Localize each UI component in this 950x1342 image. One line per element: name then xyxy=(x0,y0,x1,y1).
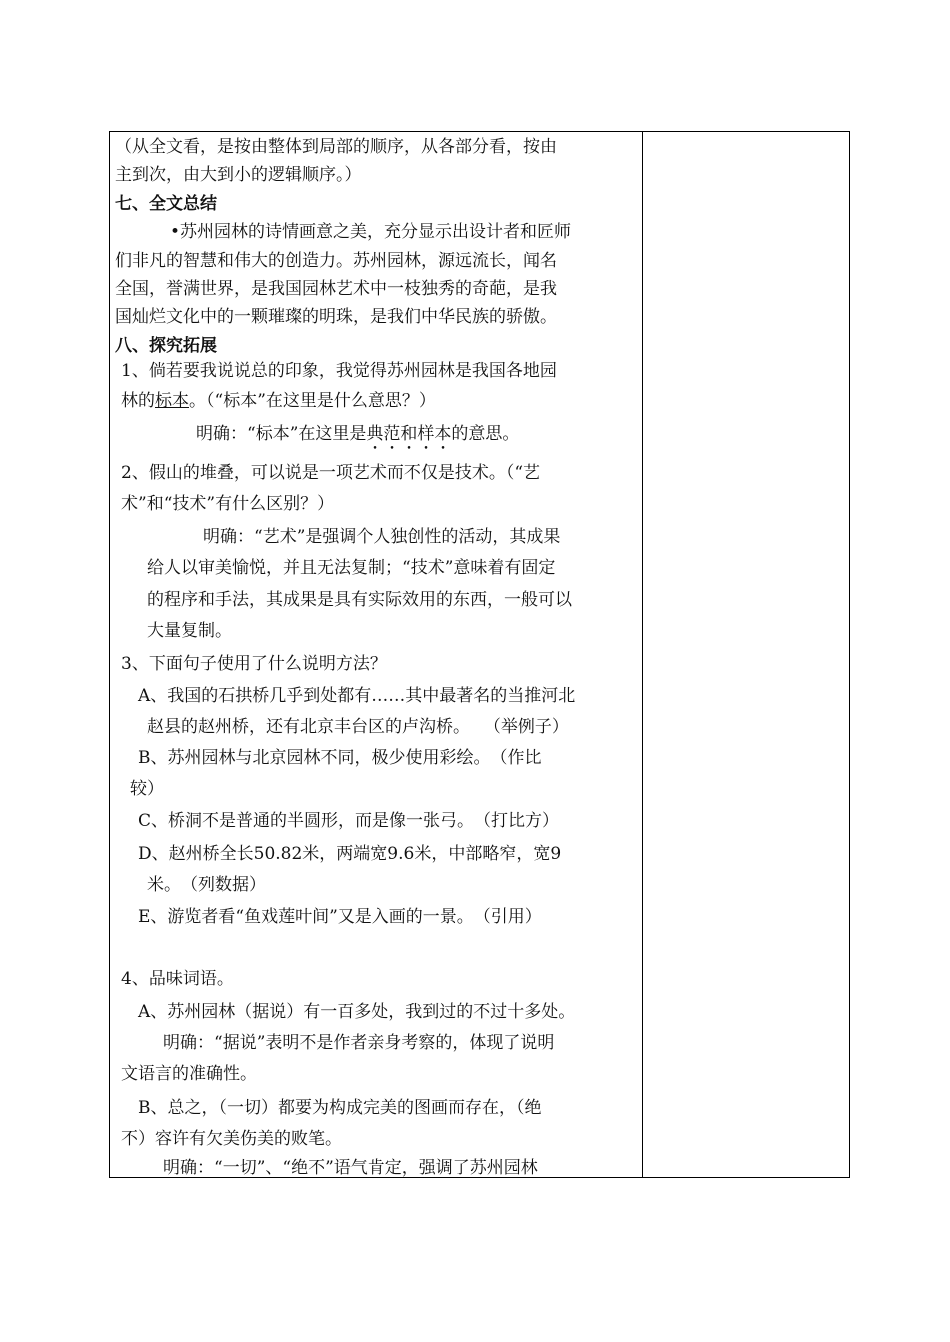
section-heading-8: 八、探究拓展 xyxy=(115,336,217,356)
text-line: （从全文看，是按由整体到局部的顺序，从各部分看，按由 xyxy=(115,137,557,157)
emphasized-term: 典范和样本 xyxy=(366,424,452,444)
text-line: •苏州园林的诗情画意之美，充分显示出设计者和匠师 xyxy=(170,222,572,242)
text-line: 2、假山的堆叠，可以说是一项艺术而不仅是技术。（“艺 xyxy=(121,463,541,483)
text-line: 米。 （列数据） xyxy=(147,875,266,895)
text-segment: 的意思。 xyxy=(451,424,520,444)
text-line: B、总之，（一切）都要为构成完美的图画而存在，（绝 xyxy=(138,1098,542,1118)
text-line xyxy=(196,423,519,454)
text-line: C、桥洞不是普通的半圆形，而是像一张弓。 （打比方） xyxy=(138,811,560,831)
text-line: 国灿烂文化中的一颗璀璨的明珠，是我们中华民族的骄傲。 xyxy=(115,307,557,327)
text-segment: 明确：“标本”在这里是 xyxy=(196,424,367,444)
text-line: 主到次，由大到小的逻辑顺序。） xyxy=(115,165,362,185)
text-line: 的程序和手法，其成果是具有实际效用的东西，一般可以 xyxy=(147,590,572,610)
text-line xyxy=(121,390,436,412)
lesson-table xyxy=(109,131,850,1178)
text-line: 较） xyxy=(130,779,164,799)
notes-column xyxy=(643,132,849,1177)
text-segment: 林的 xyxy=(121,391,155,411)
text-line: B、苏州园林与北京园林不同，极少使用彩绘。 （作比 xyxy=(138,748,542,768)
text-line: 给人以审美愉悦，并且无法复制；“技术”意味着有固定 xyxy=(147,558,556,578)
text-line: 术”和“技术”有什么区别？） xyxy=(121,494,335,514)
text-line: 3、下面句子使用了什么说明方法？ xyxy=(121,654,387,674)
text-line: 赵县的赵州桥，还有北京丰台区的卢沟桥。 （举例子） xyxy=(147,717,569,737)
text-line: 明确：“艺术”是强调个人独创性的活动，其成果 xyxy=(203,527,561,547)
text-line: 4、品味词语。 xyxy=(121,969,234,989)
text-line: A、我国的石拱桥几乎到处都有……其中最著名的当推河北 xyxy=(138,686,576,706)
text-line: E、游览者看“鱼戏莲叶间”又是入画的一景。 （引用） xyxy=(138,907,542,927)
text-line: 文语言的准确性。 xyxy=(121,1064,257,1084)
text-line: 们非凡的智慧和伟大的创造力。苏州园林，源远流长，闻名 xyxy=(115,251,557,271)
text-line: 不）容许有欠美伤美的败笔。 xyxy=(121,1129,342,1149)
text-line: 明确：“一切”、“绝不”语气肯定，强调了苏州园林 xyxy=(163,1158,538,1178)
content-column xyxy=(110,132,642,1177)
text-line: 大量复制。 xyxy=(147,621,232,641)
section-heading-7: 七、全文总结 xyxy=(115,194,217,214)
text-line: D、赵州桥全长50.82米，两端宽9.6米，中部略窄，宽9 xyxy=(138,844,562,864)
text-line: A、苏州园林（据说）有一百多处，我到过的不过十多处。 xyxy=(138,1002,576,1022)
text-line: 1、倘若要我说说总的印象，我觉得苏州园林是我国各地园 xyxy=(121,361,557,381)
text-segment: 。（“标本”在这里是什么意思？） xyxy=(189,391,436,411)
text-line: 明确：“据说”表明不是作者亲身考察的，体现了说明 xyxy=(163,1033,555,1053)
text-line: 全国，誉满世界，是我国园林艺术中一枝独秀的奇葩，是我 xyxy=(115,279,557,299)
underlined-term: 标本 xyxy=(155,391,189,411)
